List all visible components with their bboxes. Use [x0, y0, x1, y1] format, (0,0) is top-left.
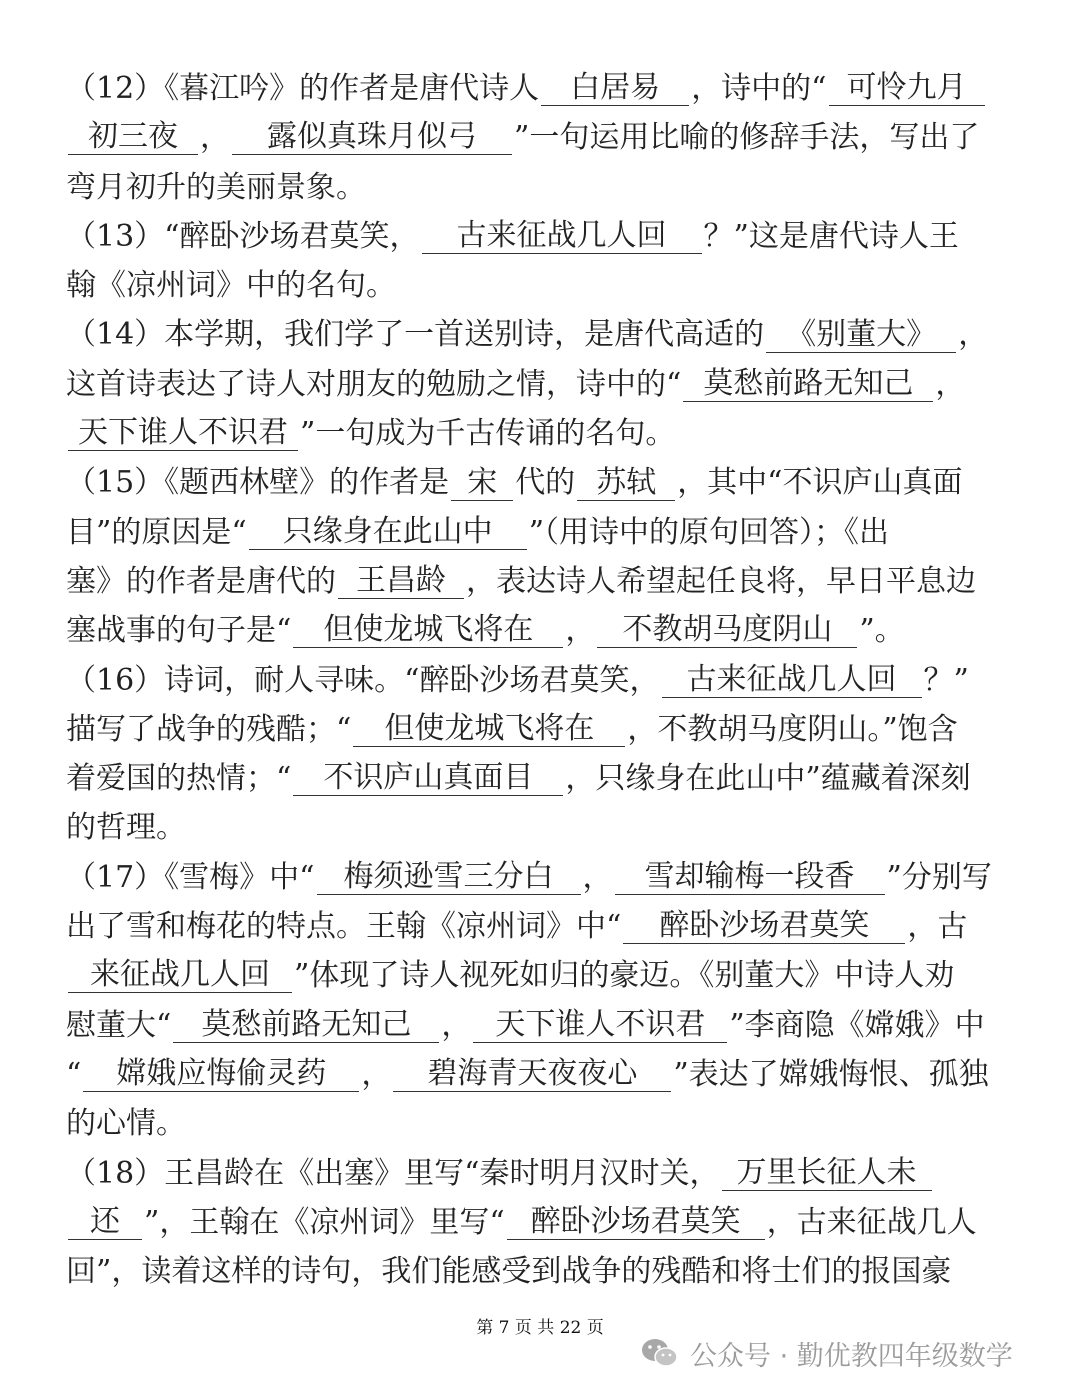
text-segment: （17）《雪梅》中“	[66, 859, 315, 895]
answer-blank: 莫愁前路无知己	[173, 1008, 439, 1043]
text-segment: 回”，读着这样的诗句，我们能感受到战争的残酷和将士们的报国豪	[66, 1254, 952, 1290]
text-line	[66, 1001, 1016, 1050]
text-line	[66, 212, 1016, 261]
text-segment: 塞战事的句子是“	[66, 613, 292, 649]
text-segment: （18）王昌龄在《出塞》里写“秦时明月汉时关，	[66, 1155, 720, 1191]
answer-blank: 天下谁人不识君	[473, 1008, 727, 1043]
text-segment: ”，王翰在《凉州词》里写“	[144, 1204, 505, 1240]
text-segment: （13）“醉卧沙场君莫笑，	[66, 218, 420, 254]
text-segment: ”一句成为千古传诵的名句。	[300, 416, 676, 452]
text-line	[66, 508, 1016, 557]
text-segment: ”一句运用比喻的修辞手法，写出了	[514, 120, 980, 156]
text-segment: 的心情。	[66, 1106, 186, 1142]
text-line	[66, 64, 1016, 113]
answer-blank: 但使龙城飞将在	[353, 712, 625, 747]
text-line	[66, 1099, 1016, 1148]
text-segment: ，诗中的“	[691, 71, 827, 106]
text-segment: （16）诗词，耐人寻味。“醉卧沙场君莫笑，	[66, 662, 660, 698]
answer-blank: 初三夜	[68, 120, 198, 155]
text-segment: 出了雪和梅花的特点。王翰《凉州词》中“	[66, 909, 622, 945]
watermark	[640, 1333, 1013, 1373]
answer-blank: 梅须逊雪三分白	[317, 860, 581, 895]
text-segment: ”李商隐《嫦娥》中	[729, 1007, 985, 1043]
text-line	[66, 1149, 1016, 1198]
answer-blank: 王昌龄	[338, 564, 464, 599]
text-segment: ”。	[859, 613, 905, 649]
text-line	[66, 1198, 1016, 1247]
text-line	[66, 606, 1016, 655]
page-footer: 第 7 页 共 22 页	[476, 1318, 604, 1338]
text-line	[66, 261, 1016, 310]
text-line	[66, 754, 1016, 803]
answer-blank: 苏轼	[577, 466, 675, 501]
answer-blank: 古来征战几人回	[662, 663, 922, 698]
text-segment: 代的	[515, 465, 576, 501]
text-segment: 着爱国的热情；“	[66, 761, 292, 797]
answer-blank: 不教胡马度阴山	[597, 613, 857, 648]
text-segment: 描写了战争的残酷；“	[66, 711, 352, 747]
answer-blank: 天下谁人不识君	[68, 416, 298, 451]
text-line	[66, 853, 1016, 902]
answer-blank: 还	[68, 1205, 142, 1240]
text-segment: ，古	[907, 909, 968, 945]
text-segment: 翰《凉州词》中的名句。	[66, 268, 396, 304]
text-segment: ，	[441, 1007, 472, 1043]
text-line	[66, 360, 1016, 409]
text-segment: ”（用诗中的原句回答）；《出	[528, 514, 890, 550]
answer-blank: 雪却输梅一段香	[615, 860, 885, 895]
text-line	[66, 705, 1016, 754]
answer-blank: 碧海青天夜夜心	[393, 1057, 671, 1092]
text-segment: ？”	[923, 662, 969, 698]
text-line	[66, 951, 1016, 1000]
text-segment: ，古来征战几人	[766, 1204, 977, 1240]
text-segment: ，	[935, 366, 966, 402]
text-segment: ，表达诗人希望起任良将，早日平息边	[466, 563, 976, 599]
text-segment: ，	[582, 859, 613, 895]
text-segment: ，	[200, 120, 230, 156]
answer-blank: 万里长征人未	[722, 1156, 932, 1191]
text-segment: ”表达了嫦娥悔恨、孤独	[673, 1056, 989, 1092]
answer-blank: 古来征战几人回	[422, 219, 702, 254]
text-line	[66, 163, 1016, 212]
answer-blank: 嫦娥应悔偷灵药	[83, 1057, 359, 1092]
answer-blank: 莫愁前路无知己	[683, 367, 933, 402]
wechat-icon	[640, 1336, 680, 1370]
text-line	[66, 113, 1016, 162]
text-segment: ，其中“不识庐山真面	[677, 465, 963, 501]
text-line	[66, 409, 1016, 458]
text-segment: 的哲理。	[66, 810, 186, 846]
text-segment: ，只缘身在此山中”蕴藏着深刻	[565, 761, 971, 797]
answer-blank: 醉卧沙场君莫笑	[507, 1205, 765, 1240]
text-line	[66, 803, 1016, 852]
document-body	[66, 64, 1016, 1296]
text-segment: ？”这是唐代诗人王	[703, 218, 959, 254]
answer-blank: 可怜九月	[829, 71, 985, 106]
text-segment: （15）《题西林壁》的作者是	[66, 465, 450, 501]
text-line	[66, 458, 1016, 507]
text-segment: ，	[958, 317, 989, 353]
text-line	[66, 310, 1016, 359]
text-segment: （12）《暮江吟》的作者是唐代诗人	[66, 71, 540, 106]
text-segment: ，不教胡马度阴山。”饱含	[627, 711, 958, 747]
text-segment: 弯月初升的美丽景象。	[66, 169, 366, 205]
text-segment: ，	[565, 613, 596, 649]
text-line	[66, 1247, 1016, 1296]
answer-blank: 醉卧沙场君莫笑	[623, 909, 905, 944]
text-segment: “	[66, 1056, 82, 1092]
answer-blank: 白居易	[541, 71, 689, 106]
watermark-text: 公众号 · 勤优教四年级数学	[690, 1340, 1013, 1372]
answer-blank: 不识庐山真面目	[293, 761, 563, 796]
text-line	[66, 557, 1016, 606]
text-line	[66, 902, 1016, 951]
text-segment: 这首诗表达了诗人对朋友的勉励之情，诗中的“	[66, 366, 682, 402]
answer-blank: 《别董大》	[766, 318, 956, 353]
answer-blank: 露似真珠月似弓	[232, 120, 512, 155]
text-segment: 目”的原因是“	[66, 514, 247, 550]
text-line	[66, 1050, 1016, 1099]
answer-blank: 但使龙城飞将在	[293, 613, 563, 648]
answer-blank: 只缘身在此山中	[249, 515, 527, 550]
answer-blank: 宋	[451, 466, 513, 501]
text-segment: ”体现了诗人视死如归的豪迈。《别董大》中诗人劝	[294, 958, 955, 994]
text-segment: 塞》的作者是唐代的	[66, 563, 336, 599]
text-segment: （14）本学期，我们学了一首送别诗，是唐代高适的	[66, 317, 765, 353]
text-line	[66, 656, 1016, 705]
text-segment: 慰董大“	[66, 1007, 172, 1043]
text-segment: ”分别写	[886, 859, 992, 895]
text-segment: ，	[361, 1056, 392, 1092]
answer-blank: 来征战几人回	[68, 958, 292, 993]
